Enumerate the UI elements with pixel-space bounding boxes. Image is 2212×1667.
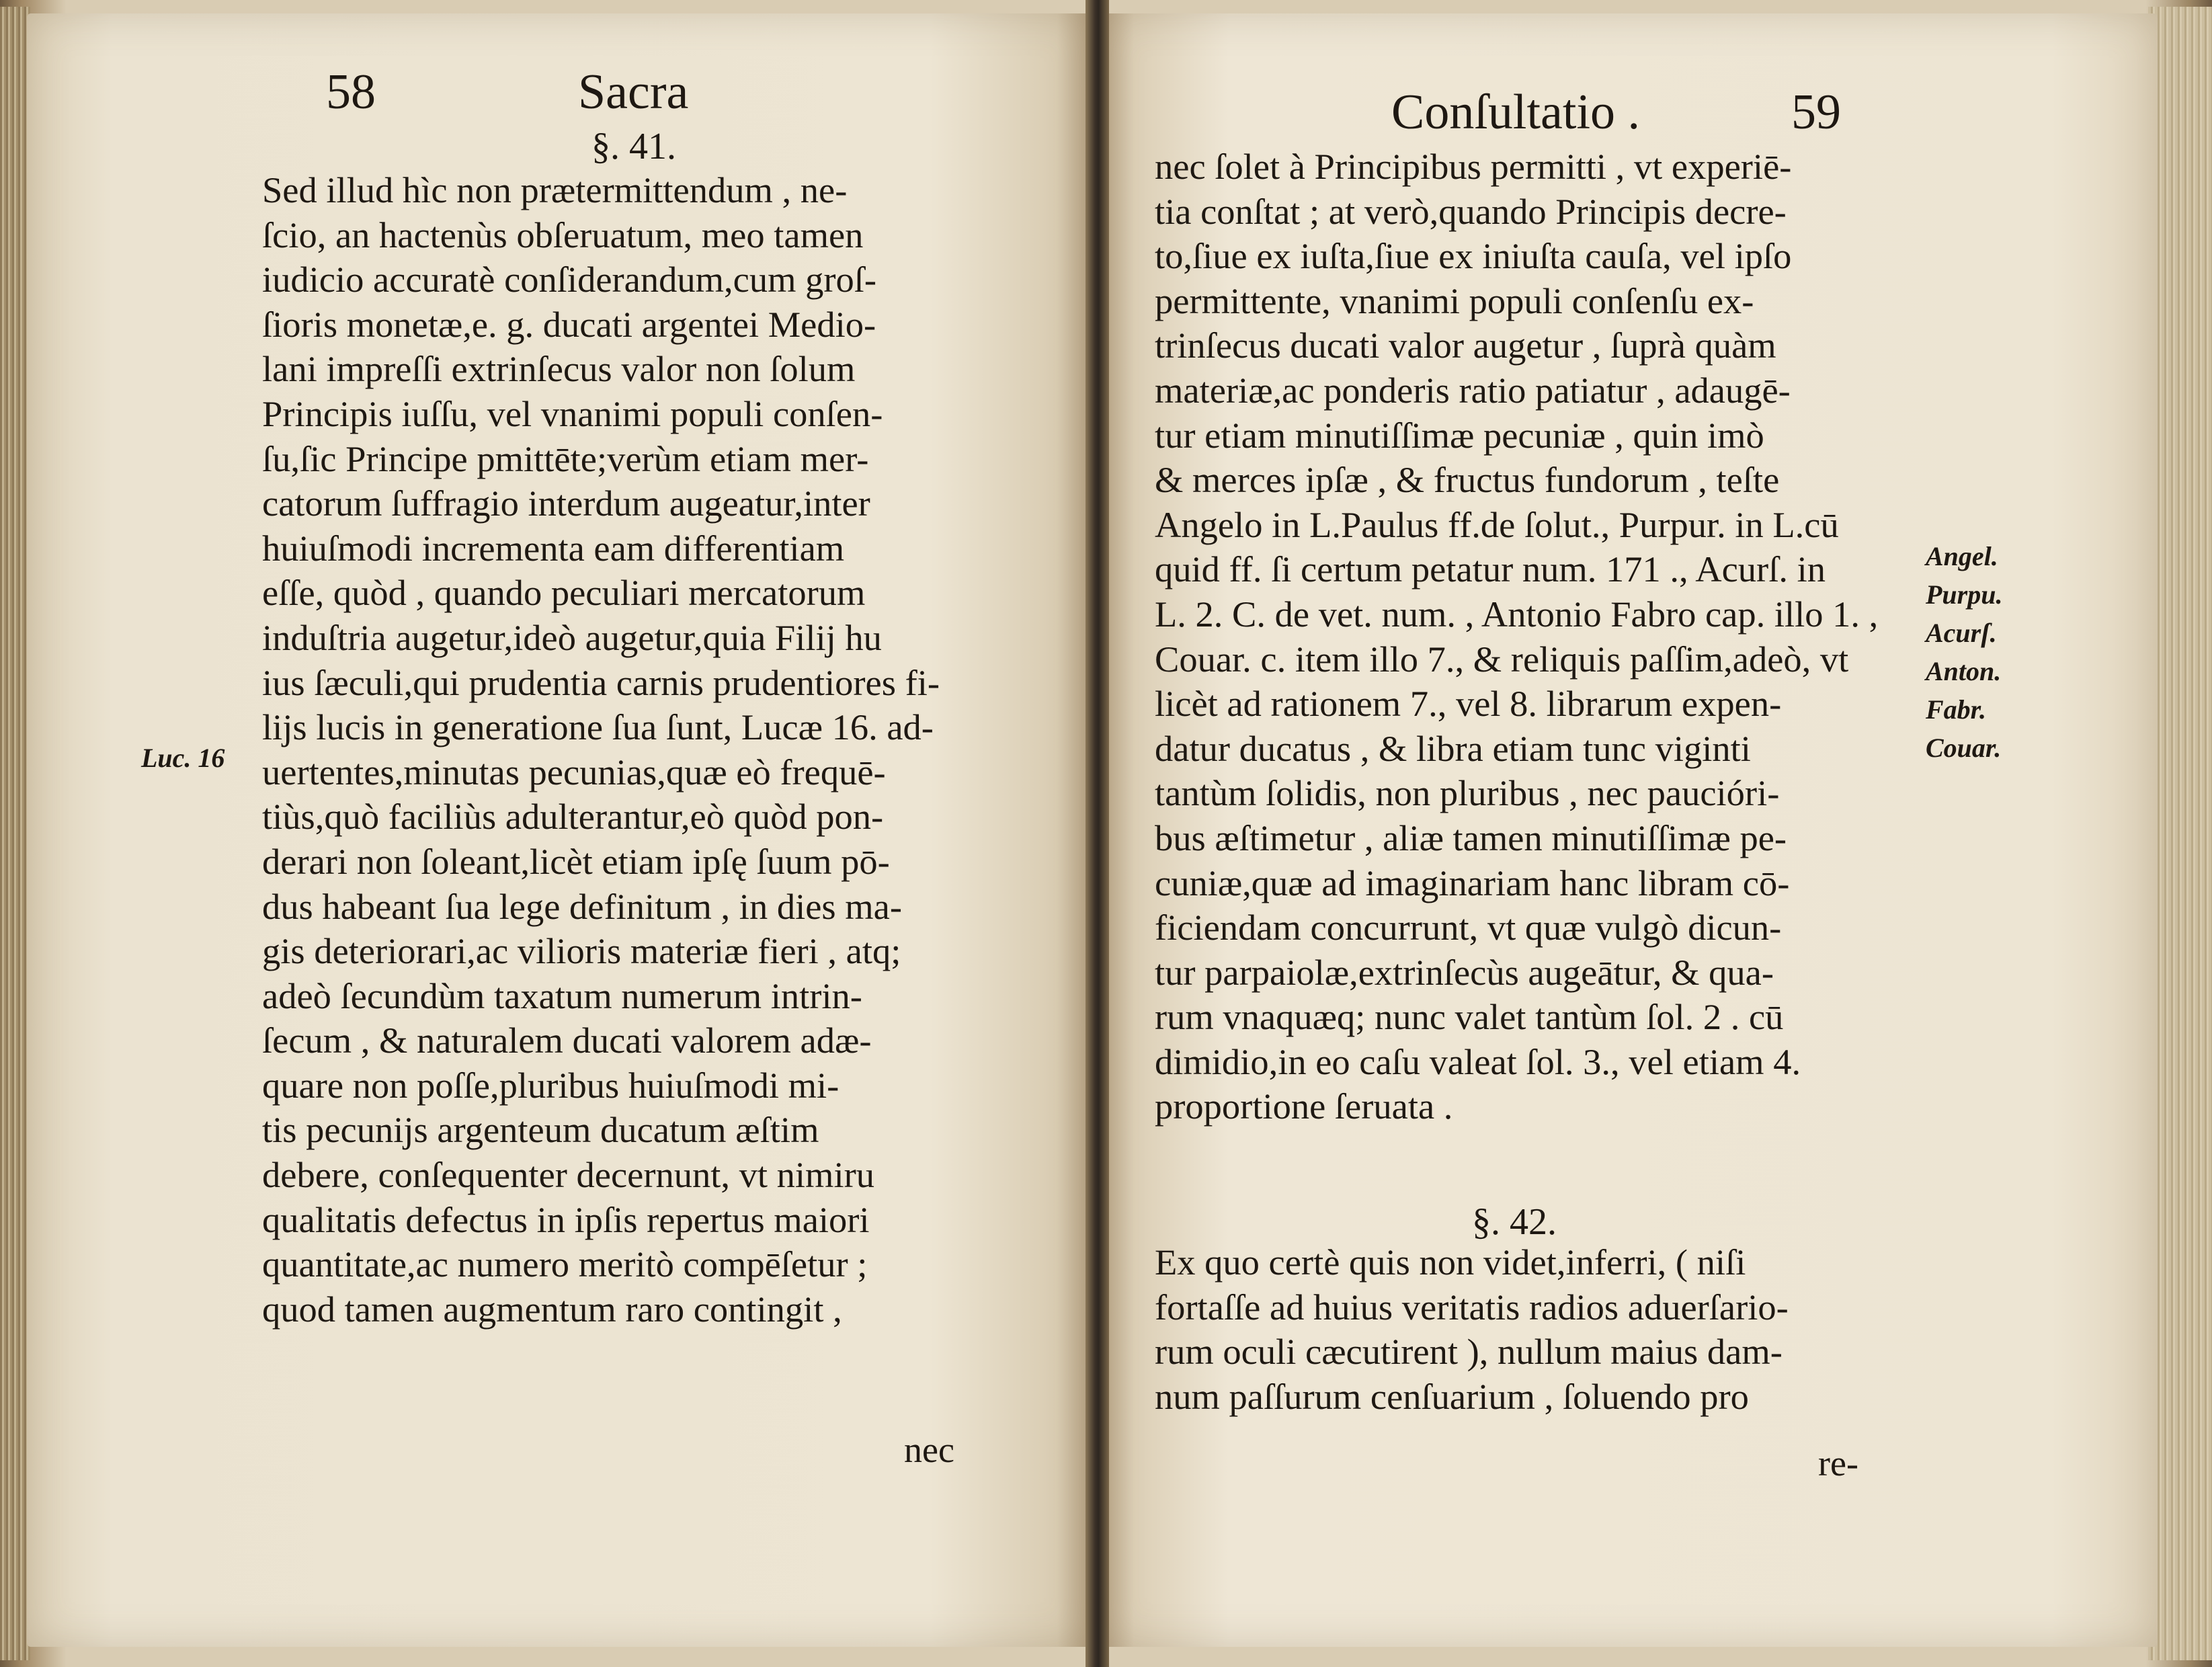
right-section-heading: §. 42.	[1472, 1201, 1557, 1243]
text-line: dimidio,in eo caſu valeat ſol. 3., vel etiam 4.	[1155, 1041, 1801, 1082]
margin-note: Angel.	[1926, 541, 1998, 571]
text-line: nec ſolet à Principibus permitti , vt experiē-	[1155, 146, 1792, 187]
margin-note: Anton.	[1926, 656, 2002, 686]
left-running-head: Sacra	[578, 65, 689, 120]
text-line: fortaſſe ad huius veritatis radios aduerſario-	[1155, 1286, 1789, 1328]
text-line: quare non poſſe,pluribus huiuſmodi mi-	[262, 1064, 839, 1106]
text-line: Sed illud hìc non prætermittendum , ne-	[262, 169, 848, 210]
right-catchword: re-	[1818, 1443, 1858, 1483]
text-line: quid ff. ſi certum petatur num. 171 ., Acurſ. in	[1155, 548, 1826, 590]
text-line: adeò ſecundùm taxatum numerum intrin-	[262, 975, 862, 1016]
text-line: quod tamen augmentum raro contingit ,	[262, 1288, 842, 1330]
text-line: lijs lucis in generatione ſua ſunt, Lucæ 16. ad-	[262, 706, 934, 748]
left-page-number: 58	[326, 65, 376, 120]
text-line: trinſecus ducati valor augetur , ſuprà quàm	[1155, 325, 1776, 366]
text-line: uertentes,minutas pecunias,quæ eò frequē-	[262, 751, 886, 792]
text-line: tantùm ſolidis, non pluribus , nec paucióri-	[1155, 772, 1780, 814]
text-line: tur etiam minutiſſimæ pecuniæ , quin imò	[1155, 414, 1764, 456]
text-line: Ex quo certè quis non videt,inferri, ( niſi	[1155, 1242, 1746, 1283]
text-line: induſtria augetur,ideò augetur,quia Filij hu	[262, 616, 882, 658]
text-line: eſſe, quòd , quando peculiari mercatorum	[262, 572, 866, 614]
text-line: gis deteriorari,ac vilioris materiæ fieri , atq;	[262, 930, 901, 972]
text-line: tia conſtat ; at verò,quando Principis decre-	[1155, 190, 1787, 232]
text-line: ius ſæculi,qui prudentia carnis prudentiores fi-	[262, 661, 940, 703]
text-line: Angelo in L.Paulus ff.de ſolut., Purpur. in L.cū	[1155, 503, 1839, 545]
text-line: to,ſiue ex iuſta,ſiue ex iniuſta cauſa, vel ipſo	[1155, 235, 1792, 277]
right-body-text-2	[1155, 1240, 1789, 1419]
text-line: rum oculi cæcutirent ), nullum maius dam-	[1155, 1331, 1783, 1373]
text-line: permittente, vnanimi populi conſenſu ex-	[1155, 280, 1754, 321]
text-line: tis pecunijs argenteum ducatum æſtim	[262, 1109, 819, 1151]
text-line: L. 2. C. de vet. num. , Antonio Fabro cap. illo 1. ,	[1155, 593, 1879, 635]
text-line: tur parpaiolæ,extrinſecùs augeātur, & qua-	[1155, 951, 1774, 993]
text-line: Couar. c. item illo 7., & reliquis paſſim,adeò, vt	[1155, 638, 1849, 680]
margin-note: Acurſ.	[1926, 618, 1997, 648]
right-running-head: Conſultatio .	[1391, 85, 1640, 140]
left-body-text	[262, 168, 940, 1332]
book-gutter	[1085, 0, 1109, 1667]
margin-note: Purpu.	[1926, 579, 2003, 610]
text-line: debere, conſequenter decernunt, vt nimiru	[262, 1154, 874, 1196]
right-page-edges	[2148, 7, 2212, 1660]
text-line: rum vnaquæq; nunc valet tantùm ſol. 2 . cū	[1155, 996, 1784, 1038]
text-line: iudicio accuratè conſiderandum,cum groſ-	[262, 259, 877, 300]
text-line: num paſſurum cenſuarium , ſoluendo pro	[1155, 1375, 1749, 1417]
text-line: ſu,ſic Principe pmittēte;verùm etiam mer-	[262, 438, 869, 479]
text-line: ſioris monetæ,e. g. ducati argentei Medio-	[262, 303, 876, 345]
text-line: ſecum , & naturalem ducati valorem adæ-	[262, 1020, 872, 1061]
text-line: Principis iuſſu, vel vnanimi populi conſen-	[262, 393, 883, 434]
right-page-number: 59	[1791, 85, 1841, 140]
margin-note: Couar.	[1926, 733, 2002, 763]
text-line: materiæ,ac ponderis ratio patiatur , adaugē-	[1155, 369, 1791, 411]
left-section-heading: §. 41.	[591, 126, 676, 167]
text-line: qualitatis defectus in ipſis repertus maiori	[262, 1198, 870, 1240]
margin-note: Fabr.	[1926, 694, 1987, 725]
text-line: derari non ſoleant,licèt etiam ipſę ſuum pō-	[262, 840, 890, 882]
text-line: huiuſmodi incrementa eam differentiam	[262, 527, 845, 569]
text-line: quantitate,ac numero meritò compēſetur ;	[262, 1244, 868, 1285]
right-body-text	[1155, 145, 1878, 1129]
left-margin-note: Luc. 16	[141, 743, 225, 773]
text-line: & merces ipſæ , & fructus fundorum , teſte	[1155, 459, 1780, 501]
left-catchword: nec	[904, 1430, 954, 1470]
text-line: tiùs,quò faciliùs adulterantur,eò quòd pon-	[262, 796, 884, 838]
text-line: ſcio, an hactenùs obſeruatum, meo tamen	[262, 214, 864, 255]
text-line: ficiendam concurrunt, vt quæ vulgò dicun-	[1155, 907, 1782, 948]
text-line: cuniæ,quæ ad imaginariam hanc libram cō-	[1155, 862, 1790, 903]
text-line: bus æſtimetur , aliæ tamen minutiſſimæ pe-	[1155, 817, 1787, 858]
right-margin-notes	[1926, 534, 2003, 764]
text-line: lani impreſſi extrinſecus valor non ſolum	[262, 348, 856, 390]
text-line: licèt ad rationem 7., vel 8. librarum expen-	[1155, 683, 1782, 725]
text-line: datur ducatus , & libra etiam tunc viginti	[1155, 727, 1751, 769]
left-page-edges	[0, 7, 30, 1660]
text-line: dus habeant ſua lege definitum , in dies ma-	[262, 885, 902, 927]
text-line: catorum ſuffragio interdum augeatur,inter	[262, 483, 870, 524]
text-line: proportione ſeruata .	[1155, 1086, 1453, 1127]
